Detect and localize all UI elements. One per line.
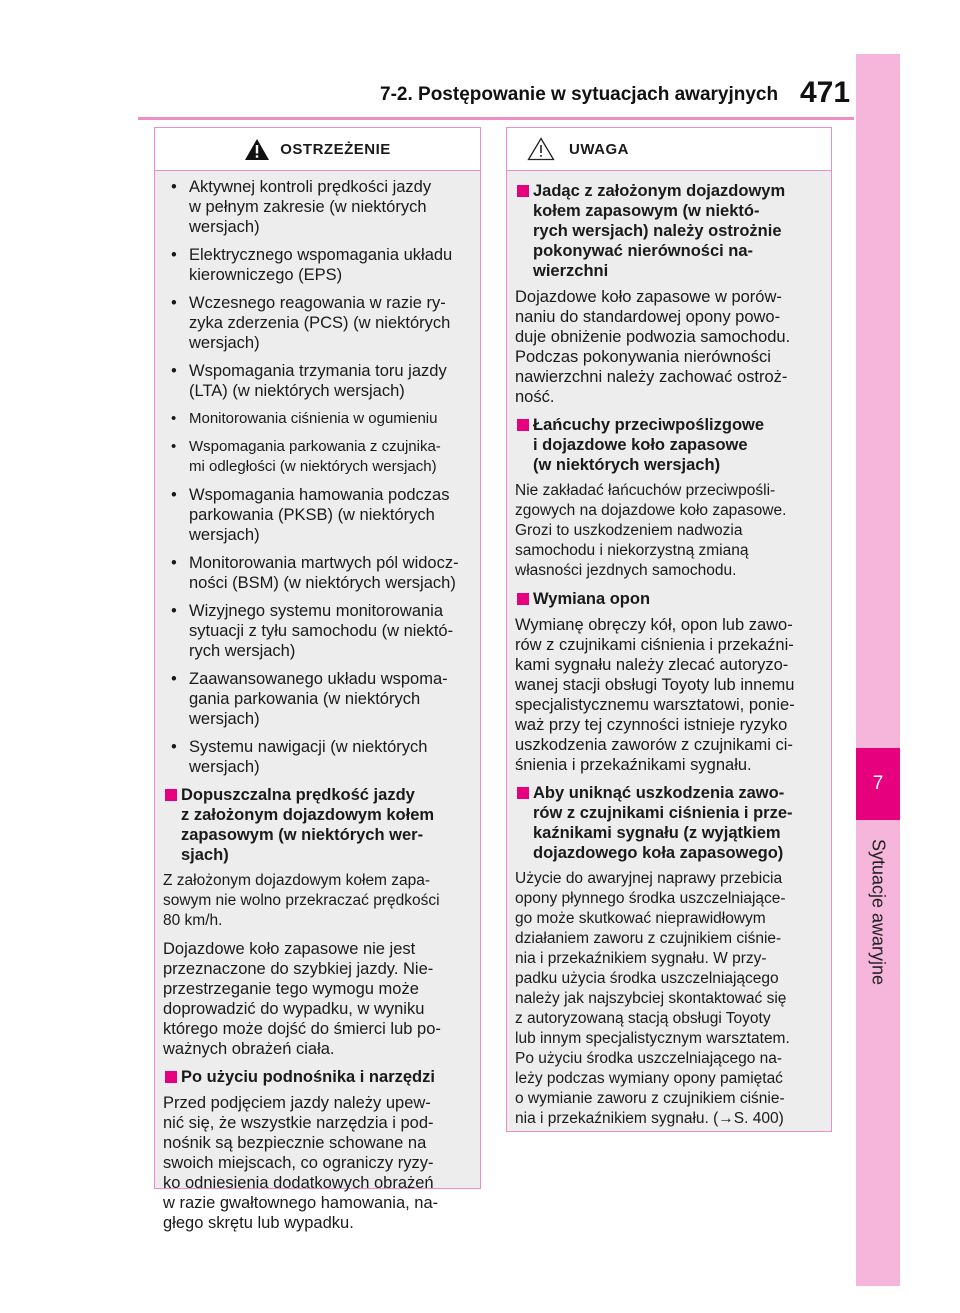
pink-square-marker — [517, 185, 529, 197]
section-heading — [515, 589, 823, 609]
section-heading-text: Dopuszczalna prędkość jazdy z założonym dojazdowym kołem zapasowym (w niektórych wer- sjach) — [181, 786, 435, 864]
section-heading — [515, 783, 823, 863]
section-heading — [515, 415, 823, 475]
paragraph: Użycie do awaryjnej naprawy przebicia opony płynnego środka uszczelniające- go może skutkować nieprawidłowym działaniem zaworu z czujnikiem ciśnie- nia i przekaźnikiem sygnału. W przy- padku użycia środka uszczelniającego należy jak najszybciej skontaktować się z autoryzowaną stacją obsługi Toyoty lub innym specjalistycznym warsztatem. Po użyciu środka uszczelniającego na- leży podczas wymiany opony pamiętać o wymianie zaworu z czujnikiem ciśnie- nia i przekaźnikiem sygnału. (→S. 400) — [515, 870, 790, 1127]
warning-triangle-outline-icon — [527, 137, 555, 161]
list-item: • Systemu nawigacji (w niektórych wersjach) — [163, 737, 472, 777]
section-heading — [163, 785, 472, 865]
warning-bullet-list — [163, 177, 472, 777]
paragraph: Wymianę obręczy kół, opon lub zawo- rów z czujnikami ciśnienia i przekaźni- kami sygnału należy zlecać autoryzo- wanej stacji obsługi Toyoty lub innemu specjalistycznemu warsztatowi, ponie- waż przy tej czynności istnieje ryzyko uszkodzenia zaworów z czujnikami ci- śnienia i przekaźnikami sygnału. — [515, 616, 795, 774]
section-heading — [515, 181, 823, 281]
list-item: • Wspomagania hamowania podczas parkowania (PKSB) (w niektórych wersjach) — [163, 485, 472, 545]
pink-square-marker — [517, 787, 529, 799]
chapter-number-badge[interactable]: 7 — [856, 748, 900, 820]
list-item: • Monitorowania ciśnienia w ogumieniu — [163, 409, 472, 429]
caution-box — [506, 127, 832, 1132]
list-item: • Monitorowania martwych pól widocz- ności (BSM) (w niektórych wersjach) — [163, 553, 472, 593]
paragraph: Dojazdowe koło zapasowe w porów- naniu do standardowej opony powo- duje obniżenie podwozia samochodu. Podczas pokonywania nierówności nawierzchni należy zachować ostroż- ność. — [515, 288, 791, 406]
header-divider — [138, 117, 854, 120]
pink-square-marker — [165, 789, 177, 801]
list-item: • Wspomagania trzymania toru jazdy (LTA) (w niektórych wersjach) — [163, 361, 472, 401]
section-heading-text: Wymiana opon — [533, 590, 651, 608]
warning-box-body — [155, 171, 480, 1233]
paragraph: Z założonym dojazdowym kołem zapa- sowym nie wolno przekraczać prędkości 80 km/h. — [163, 872, 440, 929]
list-item: • Wizyjnego systemu monitorowania sytuacji z tyłu samochodu (w niektó- rych wersjach) — [163, 601, 472, 661]
caution-box-title: UWAGA — [569, 140, 629, 158]
section-heading-text: Łańcuchy przeciwpoślizgowe i dojazdowe koło zapasowe (w niektórych wersjach) — [533, 416, 765, 474]
section-heading — [163, 1067, 472, 1087]
section-heading-text: Po użyciu podnośnika i narzędzi — [181, 1068, 435, 1086]
section-heading-text: Aby uniknąć uszkodzenia zawo- rów z czujnikami ciśnienia i prze- kaźnikami sygnału (z wyjątkiem dojazdowego koła zapasowego) — [533, 784, 793, 862]
warning-box — [154, 127, 481, 1232]
paragraph: Przed podjęciem jazdy należy upew- nić się, że wszystkie narzędzia i pod- nośnik są bezpiecznie schowane na swoich miejscach, co ograniczy ryzy- ko odniesienia dodatkowych obrażeń w razie gwałtownego hamowania, na- głego skrętu lub wypadku. — [163, 1094, 439, 1232]
section-heading-text: Jadąc z założonym dojazdowym kołem zapasowym (w niektó- rych wersjach) należy ostrożnie pokonywać nierówności na- wierzchni — [533, 182, 786, 280]
pink-square-marker — [165, 1071, 177, 1083]
warning-box-title: OSTRZEŻENIE — [280, 140, 391, 158]
section-title: 7-2. Postępowanie w sytuacjach awaryjnych — [380, 84, 779, 105]
pink-square-marker — [517, 593, 529, 605]
list-item: • Elektrycznego wspomagania układu kierowniczego (EPS) — [163, 245, 472, 285]
page-number: 471 — [800, 76, 851, 109]
list-item: • Aktywnej kontroli prędkości jazdy w pełnym zakresie (w niektórych wersjach) — [163, 177, 472, 237]
warning-triangle-filled-icon — [244, 138, 270, 161]
caution-box-body — [507, 171, 831, 1129]
pink-square-marker — [517, 419, 529, 431]
list-item: • Wczesnego reagowania w razie ry- zyka zderzenia (PCS) (w niektórych wersjach) — [163, 293, 472, 353]
warning-box-header — [155, 128, 480, 171]
list-item: • Wspomagania parkowania z czujnika- mi odległości (w niektórych wersjach) — [163, 437, 472, 477]
paragraph: Nie zakładać łańcuchów przeciwpośli- zgowych na dojazdowe koło zapasowe. Grozi to uszkodzeniem nadwozia samochodu i niekorzystną zmianą własności jezdnych samochodu. — [515, 482, 787, 579]
paragraph: Dojazdowe koło zapasowe nie jest przeznaczone do szybkiej jazdy. Nie- przestrzeganie tego wymogu może doprowadzić do wypadku, w wyniku którego może dojść do śmierci lub po- ważnych obrażeń ciała. — [163, 940, 441, 1058]
list-item: • Zaawansowanego układu wspoma- gania parkowania (w niektórych wersjach) — [163, 669, 472, 729]
caution-box-header — [507, 128, 831, 171]
chapter-side-tab — [856, 54, 900, 1286]
chapter-name: Sytuacje awaryjne — [868, 838, 889, 986]
